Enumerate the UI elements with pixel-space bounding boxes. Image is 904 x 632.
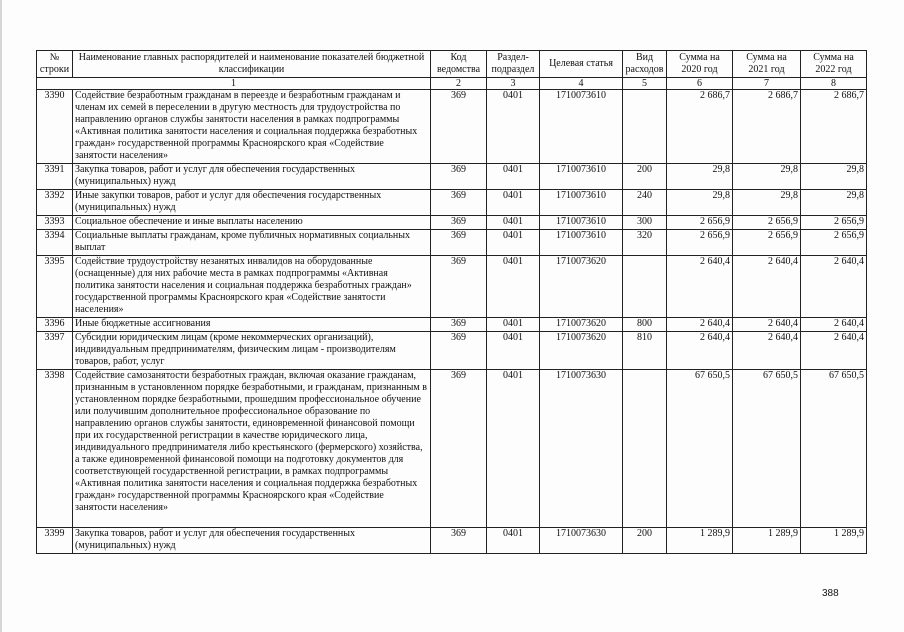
target-item-cell: 1710073610 xyxy=(540,190,623,216)
row-name-cell: Закупка товаров, работ и услуг для обеспечения государственных (муниципальных) нужд xyxy=(73,528,431,554)
sum-2021-cell: 1 289,9 xyxy=(733,528,801,554)
row-number-cell: 3397 xyxy=(37,332,73,370)
table-row xyxy=(37,90,867,164)
budget-table xyxy=(36,50,867,554)
row-number-cell: 3392 xyxy=(37,190,73,216)
sum-2020-cell: 1 289,9 xyxy=(667,528,733,554)
expense-type-cell xyxy=(623,90,667,164)
row-number-cell: 3390 xyxy=(37,90,73,164)
column-number: 6 xyxy=(667,78,733,90)
header-department-code: Код ведомства xyxy=(431,51,487,78)
section-cell: 0401 xyxy=(487,164,540,190)
table-row xyxy=(37,230,867,256)
sum-2020-cell: 2 686,7 xyxy=(667,90,733,164)
target-item-cell: 1710073620 xyxy=(540,256,623,318)
row-name-cell: Иные бюджетные ассигнования xyxy=(73,318,431,332)
row-name-cell: Социальные выплаты гражданам, кроме публичных нормативных социальных выплат xyxy=(73,230,431,256)
target-item-cell: 1710073610 xyxy=(540,90,623,164)
target-item-cell: 1710073610 xyxy=(540,216,623,230)
sum-2020-cell: 2 640,4 xyxy=(667,318,733,332)
header-sum-2020: Сумма на 2020 год xyxy=(667,51,733,78)
row-number-cell: 3399 xyxy=(37,528,73,554)
sum-2020-cell: 2 656,9 xyxy=(667,230,733,256)
header-row xyxy=(37,51,867,78)
sum-2022-cell: 2 656,9 xyxy=(801,216,867,230)
sum-2020-cell: 2 640,4 xyxy=(667,332,733,370)
table-row xyxy=(37,164,867,190)
target-item-cell: 1710073620 xyxy=(540,318,623,332)
table-body xyxy=(37,90,867,554)
expense-type-cell: 320 xyxy=(623,230,667,256)
target-item-cell: 1710073610 xyxy=(540,164,623,190)
sum-2021-cell: 67 650,5 xyxy=(733,370,801,528)
department-code-cell: 369 xyxy=(431,230,487,256)
sum-2022-cell: 2 640,4 xyxy=(801,318,867,332)
row-name-cell: Содействие безработным гражданам в переезде и безработным гражданам и членам их семей в переселении в другую местность для трудоустройства по направлению органов службы занятости населения в рамках подпрограммы «Активная политика занятости населения и социальная поддержка безработных граждан» государственной программы Красноярского края «Содействие занятости населения» xyxy=(73,90,431,164)
expense-type-cell: 200 xyxy=(623,164,667,190)
header-section: Раздел-подраздел xyxy=(487,51,540,78)
sum-2021-cell: 2 656,9 xyxy=(733,230,801,256)
column-number: 3 xyxy=(487,78,540,90)
section-cell: 0401 xyxy=(487,230,540,256)
table-row xyxy=(37,318,867,332)
header-sum-2021: Сумма на 2021 год xyxy=(733,51,801,78)
department-code-cell: 369 xyxy=(431,190,487,216)
department-code-cell: 369 xyxy=(431,370,487,528)
row-name-cell: Социальное обеспечение и иные выплаты населению xyxy=(73,216,431,230)
sum-2021-cell: 29,8 xyxy=(733,164,801,190)
section-cell: 0401 xyxy=(487,370,540,528)
department-code-cell: 369 xyxy=(431,332,487,370)
column-number: 1 xyxy=(37,78,431,90)
column-number: 7 xyxy=(733,78,801,90)
scan-edge-rule xyxy=(0,0,2,632)
header-row-number: № строки xyxy=(37,51,73,78)
sum-2022-cell: 2 656,9 xyxy=(801,230,867,256)
sum-2022-cell: 29,8 xyxy=(801,190,867,216)
header-name: Наименование главных распорядителей и наименование показателей бюджетной классификации xyxy=(73,51,431,78)
column-number: 2 xyxy=(431,78,487,90)
target-item-cell: 1710073630 xyxy=(540,370,623,528)
department-code-cell: 369 xyxy=(431,256,487,318)
expense-type-cell xyxy=(623,256,667,318)
expense-type-cell: 800 xyxy=(623,318,667,332)
table-row xyxy=(37,528,867,554)
section-cell: 0401 xyxy=(487,256,540,318)
sum-2022-cell: 29,8 xyxy=(801,164,867,190)
header-sum-2022: Сумма на 2022 год xyxy=(801,51,867,78)
sum-2022-cell: 1 289,9 xyxy=(801,528,867,554)
header-target-item: Целевая статья xyxy=(540,51,623,78)
section-cell: 0401 xyxy=(487,190,540,216)
sum-2020-cell: 67 650,5 xyxy=(667,370,733,528)
sum-2020-cell: 2 656,9 xyxy=(667,216,733,230)
header-expense-type: Вид расходов xyxy=(623,51,667,78)
section-cell: 0401 xyxy=(487,332,540,370)
expense-type-cell: 300 xyxy=(623,216,667,230)
row-number-cell: 3398 xyxy=(37,370,73,528)
sum-2022-cell: 2 686,7 xyxy=(801,90,867,164)
column-number: 5 xyxy=(623,78,667,90)
expense-type-cell: 810 xyxy=(623,332,667,370)
department-code-cell: 369 xyxy=(431,90,487,164)
column-number-row xyxy=(37,78,867,90)
table-row xyxy=(37,332,867,370)
page-number: 388 xyxy=(822,588,839,599)
target-item-cell: 1710073630 xyxy=(540,528,623,554)
row-name-cell: Содействие трудоустройству незанятых инвалидов на оборудованные (оснащенные) для них рабочие места в рамках подпрограммы «Активная политика занятости населения и социальная поддержка безработных граждан» государственной программы Красноярского края «Содействие занятости населения» xyxy=(73,256,431,318)
row-number-cell: 3393 xyxy=(37,216,73,230)
expense-type-cell: 240 xyxy=(623,190,667,216)
table-row xyxy=(37,190,867,216)
department-code-cell: 369 xyxy=(431,164,487,190)
sum-2021-cell: 2 640,4 xyxy=(733,332,801,370)
row-number-cell: 3395 xyxy=(37,256,73,318)
sum-2021-cell: 2 686,7 xyxy=(733,90,801,164)
sum-2022-cell: 2 640,4 xyxy=(801,256,867,318)
expense-type-cell: 200 xyxy=(623,528,667,554)
sum-2021-cell: 2 640,4 xyxy=(733,256,801,318)
column-number: 4 xyxy=(540,78,623,90)
department-code-cell: 369 xyxy=(431,216,487,230)
row-name-cell: Закупка товаров, работ и услуг для обеспечения государственных (муниципальных) нужд xyxy=(73,164,431,190)
sum-2020-cell: 29,8 xyxy=(667,190,733,216)
sum-2022-cell: 67 650,5 xyxy=(801,370,867,528)
section-cell: 0401 xyxy=(487,528,540,554)
row-name-cell: Субсидии юридическим лицам (кроме некоммерческих организаций), индивидуальным предпринимателям, физическим лицам - производителям товаров, работ, услуг xyxy=(73,332,431,370)
row-name-cell: Иные закупки товаров, работ и услуг для обеспечения государственных (муниципальных) нужд xyxy=(73,190,431,216)
expense-type-cell xyxy=(623,370,667,528)
sum-2022-cell: 2 640,4 xyxy=(801,332,867,370)
target-item-cell: 1710073620 xyxy=(540,332,623,370)
table-row xyxy=(37,370,867,528)
sum-2021-cell: 2 656,9 xyxy=(733,216,801,230)
department-code-cell: 369 xyxy=(431,528,487,554)
section-cell: 0401 xyxy=(487,90,540,164)
sum-2021-cell: 29,8 xyxy=(733,190,801,216)
row-number-cell: 3396 xyxy=(37,318,73,332)
sum-2021-cell: 2 640,4 xyxy=(733,318,801,332)
row-name-cell: Содействие самозанятости безработных граждан, включая оказание гражданам, признанным в установленном порядке безработными, и гражданам, признанным в установленном порядке безработными, прошедшим профессиональное обучение или получившим дополнительное профессиональное образование по направлению органов службы занятости, единовременной финансовой помощи при их государственной регистрации в качестве юридического лица, индивидуального предпринимателя либо крестьянского (фермерского) хозяйства, а также единовременной финансовой помощи на подготовку документов для соответствующей государственной регистрации, в рамках подпрограммы «Активная политика занятости населения и социальная поддержка безработных граждан» государственной программы Красноярского края «Содействие занятости населения» xyxy=(73,370,431,528)
sum-2020-cell: 2 640,4 xyxy=(667,256,733,318)
row-number-cell: 3391 xyxy=(37,164,73,190)
column-number: 8 xyxy=(801,78,867,90)
department-code-cell: 369 xyxy=(431,318,487,332)
section-cell: 0401 xyxy=(487,318,540,332)
section-cell: 0401 xyxy=(487,216,540,230)
target-item-cell: 1710073610 xyxy=(540,230,623,256)
table-row xyxy=(37,216,867,230)
row-number-cell: 3394 xyxy=(37,230,73,256)
table-row xyxy=(37,256,867,318)
sum-2020-cell: 29,8 xyxy=(667,164,733,190)
